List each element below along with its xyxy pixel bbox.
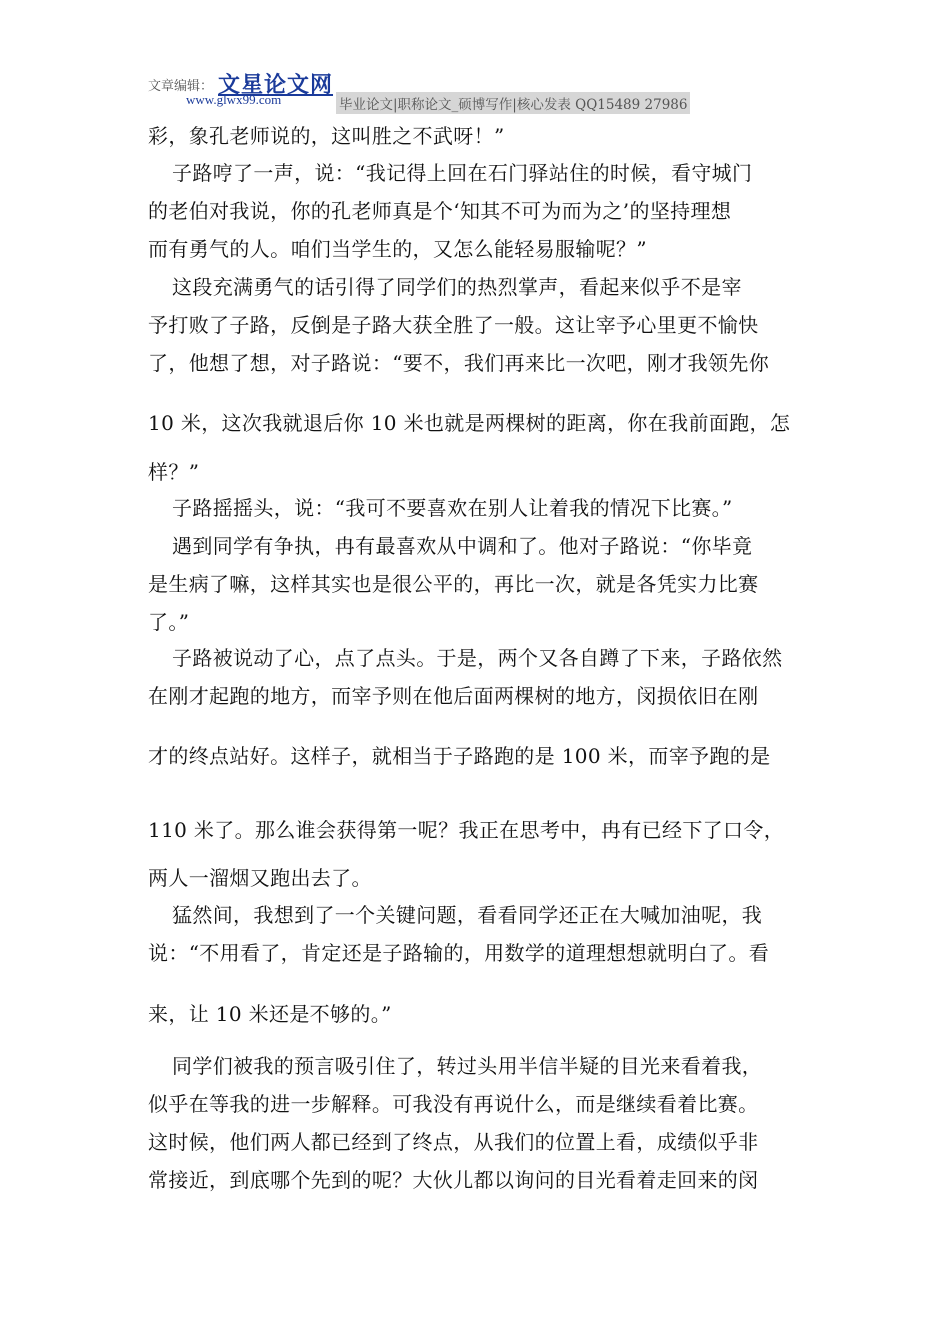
text-line: 子路被说动了心，点了点头。于是，两个又各自蹲了下来，子路依然 [172, 646, 783, 670]
text-line: 子路哼了一声，说：“我记得上回在石门驿站住的时候，看守城门 [172, 161, 753, 185]
text-line: 这段充满勇气的话引得了同学们的热烈掌声，看起来似乎不是宰 [172, 275, 742, 299]
text-line: 似乎在等我的进一步解释。可我没有再说什么，而是继续看着比赛。 [148, 1092, 759, 1116]
text-line: 了，他想了想，对子路说：“要不，我们再来比一次吧，刚才我领先你 [148, 351, 770, 375]
text-line: 彩，象孔老师说的，这叫胜之不武呀！” [148, 124, 505, 148]
text-line: 来，让 10 米还是不够的。” [148, 1002, 392, 1026]
text-line: 10 米，这次我就退后你 10 米也就是两棵树的距离，你在我前面跑，怎 [148, 411, 791, 435]
text-line: 而有勇气的人。咱们当学生的，又怎么能轻易服输呢？” [148, 237, 647, 261]
text-line: 了。” [148, 610, 190, 634]
text-line: 同学们被我的预言吸引住了，转过头用半信半疑的目光来看着我， [172, 1054, 763, 1078]
text-line: 110 米了。那么谁会获得第一呢？我正在思考中，冉有已经下了口令， [148, 818, 785, 842]
text-line: 常接近，到底哪个先到的呢？大伙儿都以询问的目光看着走回来的闵 [148, 1168, 759, 1192]
text-line: 是生病了嘛，这样其实也是很公平的，再比一次，就是各凭实力比赛 [148, 572, 759, 596]
text-line: 子路摇摇头，说：“我可不要喜欢在别人让着我的情况下比赛。” [172, 496, 733, 520]
text-line: 的老伯对我说，你的孔老师真是个‘知其不可为而为之’的坚持理想 [148, 199, 732, 223]
page-header [148, 68, 848, 112]
text-line: 两人一溜烟又跑出去了。 [148, 866, 372, 890]
editor-label: 文章编辑： [148, 79, 214, 94]
text-line: 予打败了子路，反倒是子路大获全胜了一般。这让宰予心里更不愉快 [148, 313, 759, 337]
text-line: 猛然间，我想到了一个关键问题，看看同学还正在大喊加油呢，我 [172, 903, 763, 927]
site-url-link[interactable]: www.glwx99.com [186, 92, 282, 107]
text-line: 在刚才起跑的地方，而宰予则在他后面两棵树的地方，闵损依旧在刚 [148, 684, 759, 708]
text-line: 样？” [148, 460, 200, 484]
text-line: 遇到同学有争执，冉有最喜欢从中调和了。他对子路说：“你毕竟 [172, 534, 753, 558]
text-line: 才的终点站好。这样子，就相当于子路跑的是 100 米，而宰予跑的是 [148, 744, 771, 768]
service-banner: 毕业论文|职称论文_硕博写作|核心发表 QQ15489 27986 [336, 92, 690, 114]
text-line: 说：“不用看了，肯定还是子路输的，用数学的道理想想就明白了。看 [148, 941, 770, 965]
site-logo[interactable]: 文星论文网 [218, 72, 334, 98]
text-line: 这时候，他们两人都已经到了终点，从我们的位置上看，成绩似乎非 [148, 1130, 759, 1154]
